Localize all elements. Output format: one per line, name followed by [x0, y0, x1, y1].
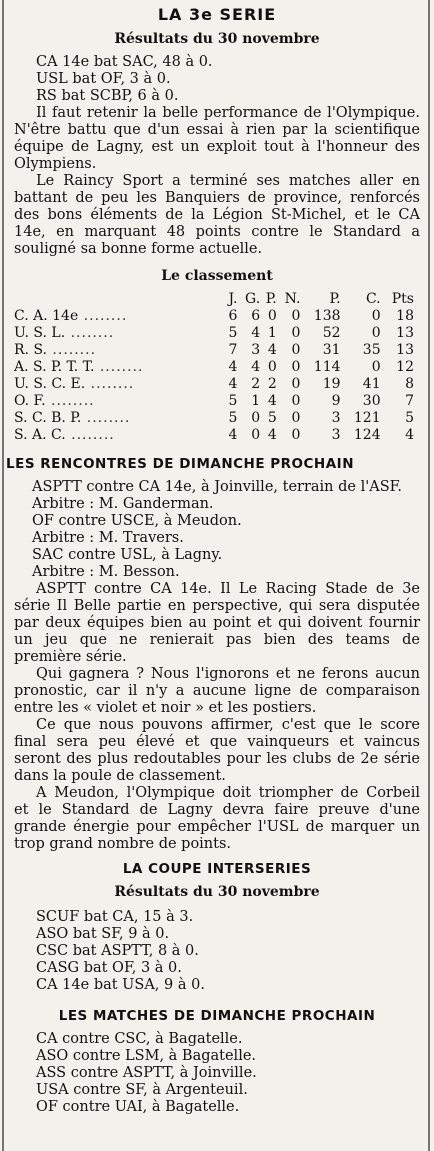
- stat-cell: 3: [331, 427, 341, 443]
- result-line: CA 14e bat SAC, 48 à 0.: [36, 54, 213, 70]
- result-line: USL bat OF, 3 à 0.: [36, 71, 171, 87]
- result-line: CSC bat ASPTT, 8 à 0.: [36, 943, 199, 959]
- classement-header-row: [14, 291, 414, 308]
- serie3-paragraph: Il faut retenir la belle performance de l'Olympique. N'être battu que d'un essai à rien par la scientifique équipe de Lagny, est un exploit tout à l'honneur des Olympiens.: [14, 105, 420, 172]
- team-name: U. S. L.: [14, 325, 66, 341]
- classement-table: [14, 291, 414, 444]
- stat-cell: 114: [313, 359, 341, 375]
- leader-dots: ........: [85, 376, 135, 392]
- stat-cell: 35: [362, 342, 381, 358]
- classement-row: [14, 342, 414, 359]
- stat-cell: 12: [396, 359, 414, 375]
- stat-cell: 13: [396, 342, 414, 358]
- stat-cell: 4: [228, 376, 238, 392]
- stat-cell: 0: [251, 427, 261, 443]
- result-line: CASG bat OF, 3 à 0.: [36, 960, 182, 976]
- arbitre-line: Arbitre : M. Ganderman.: [32, 496, 214, 512]
- stat-cell: 0: [291, 325, 301, 341]
- match-line: OF contre USCE, à Meudon.: [32, 513, 242, 529]
- serie3-results: [36, 54, 420, 105]
- col-header: Pts: [391, 291, 414, 307]
- classement-row: [14, 393, 414, 410]
- stat-cell: 5: [405, 410, 414, 426]
- leader-dots: ........: [65, 427, 115, 443]
- classement-row: [14, 427, 414, 444]
- classement-row: [14, 325, 414, 342]
- serie3-paragraph: Le Raincy Sport a terminé ses matches aller en battant de peu les Banquiers de province, renforcés des bons éléments de la Légion St-Michel, et le CA 14e, en marquant 48 points contre le Standard a souligné sa bonne forme actuelle.: [14, 173, 420, 257]
- stat-cell: 31: [322, 342, 341, 358]
- match-line: ASS contre ASPTT, à Joinville.: [36, 1065, 257, 1081]
- team-name: S. C. B. P.: [14, 410, 82, 426]
- rencontres-title: LES RENCONTRES DE DIMANCHE PROCHAIN: [6, 456, 354, 472]
- leader-dots: ........: [45, 393, 95, 409]
- leader-dots: ........: [65, 325, 115, 341]
- leader-dots: ........: [81, 410, 131, 426]
- classement-heading: Le classement: [161, 268, 273, 284]
- team-cell: [14, 376, 224, 393]
- stat-cell: 4: [267, 427, 277, 443]
- col-header: N.: [284, 291, 301, 307]
- team-name: U. S. C. E.: [14, 376, 86, 392]
- stat-cell: 41: [362, 376, 381, 392]
- match-line: ASO contre LSM, à Bagatelle.: [36, 1048, 257, 1064]
- col-header: G.: [245, 291, 261, 307]
- matches-title: LES MATCHES DE DIMANCHE PROCHAIN: [58, 1008, 376, 1024]
- classement-row: [14, 410, 414, 427]
- classement-row: [14, 308, 414, 325]
- match-line: ASPTT contre CA 14e, à Joinville, terrain de l'ASF.: [32, 479, 403, 495]
- stat-cell: 13: [396, 325, 414, 341]
- stat-cell: 0: [371, 308, 381, 324]
- coupe-results-heading: Résultats du 30 novembre: [114, 884, 320, 900]
- col-header: P.: [329, 291, 341, 307]
- stat-cell: 138: [313, 308, 341, 324]
- stat-cell: 5: [228, 393, 238, 409]
- match-line: CA contre CSC, à Bagatelle.: [36, 1031, 243, 1047]
- stat-cell: 121: [353, 410, 381, 426]
- arbitre-line: Arbitre : M. Travers.: [32, 530, 184, 546]
- rencontres-list: [32, 479, 420, 581]
- result-line: CA 14e bat USA, 9 à 0.: [36, 977, 205, 993]
- team-name: O. F.: [14, 393, 46, 409]
- article-column: [6, 4, 420, 1116]
- stat-cell: 4: [267, 393, 277, 409]
- stat-cell: 6: [251, 308, 261, 324]
- stat-cell: 4: [228, 359, 238, 375]
- col-header: C.: [365, 291, 381, 307]
- stat-cell: 0: [371, 359, 381, 375]
- stat-cell: 0: [291, 393, 301, 409]
- stat-cell: 2: [251, 376, 261, 392]
- stat-cell: 3: [251, 342, 261, 358]
- match-line: SAC contre USL, à Lagny.: [32, 547, 223, 563]
- rencontres-paragraph: ASPTT contre CA 14e. Il Le Racing Stade de 3e série Il Belle partie en perspective, qui sera disputée par deux équipes bien au point et qui doivent fournir un jeu que ne renierait pas bien des teams de première série.: [14, 581, 420, 665]
- team-cell: [14, 410, 224, 427]
- stat-cell: 5: [228, 410, 238, 426]
- result-line: ASO bat SF, 9 à 0.: [36, 926, 170, 942]
- team-cell: [14, 393, 224, 410]
- stat-cell: 6: [228, 308, 238, 324]
- classement-row: [14, 376, 414, 393]
- stat-cell: 4: [267, 342, 277, 358]
- stat-cell: 4: [405, 427, 414, 443]
- arbitre-line: Arbitre : M. Besson.: [32, 564, 180, 580]
- leader-dots: ........: [46, 342, 97, 358]
- match-line: USA contre SF, à Argenteuil.: [36, 1082, 248, 1098]
- stat-cell: 0: [291, 376, 301, 392]
- stat-cell: 2: [267, 376, 277, 392]
- stat-cell: 0: [291, 410, 301, 426]
- stat-cell: 5: [267, 410, 277, 426]
- col-header: P.: [265, 291, 277, 307]
- stat-cell: 1: [267, 325, 277, 341]
- stat-cell: 52: [322, 325, 341, 341]
- stat-cell: 124: [353, 427, 381, 443]
- classement-row: [14, 359, 414, 376]
- stat-cell: 4: [251, 359, 261, 375]
- stat-cell: 4: [228, 427, 238, 443]
- serie3-title: LA 3e SERIE: [157, 5, 277, 24]
- stat-cell: 5: [228, 325, 238, 341]
- stat-cell: 0: [291, 342, 301, 358]
- stat-cell: 0: [291, 359, 301, 375]
- column-rule-left: [2, 0, 4, 1151]
- col-header: J.: [228, 291, 238, 307]
- stat-cell: 0: [267, 308, 277, 324]
- stat-cell: 0: [251, 410, 261, 426]
- rencontres-paragraph: Qui gagnera ? Nous l'ignorons et ne ferons aucun pronostic, car il n'y a aucune ligne de comparaison entre les « violet et noir » et les postiers.: [14, 666, 420, 716]
- stat-cell: 0: [291, 427, 301, 443]
- coupe-results: [36, 909, 420, 994]
- stat-cell: 8: [405, 376, 414, 392]
- stat-cell: 7: [228, 342, 238, 358]
- leader-dots: ........: [78, 308, 128, 324]
- team-cell: [14, 342, 224, 359]
- leader-dots: ........: [94, 359, 144, 375]
- stat-cell: 30: [362, 393, 381, 409]
- result-line: SCUF bat CA, 15 à 3.: [36, 909, 194, 925]
- result-line: RS bat SCBP, 6 à 0.: [36, 88, 179, 104]
- team-cell: [14, 359, 224, 376]
- team-cell: [14, 308, 224, 325]
- stat-cell: 19: [322, 376, 341, 392]
- stat-cell: 0: [267, 359, 277, 375]
- stat-cell: 9: [331, 393, 341, 409]
- team-cell: [14, 427, 224, 444]
- stat-cell: 3: [331, 410, 341, 426]
- rencontres-paragraph: Ce que nous pouvons affirmer, c'est que le score final sera peu élevé et que vainqueurs et vaincus seront des plus redoutables pour les clubs de 2e série dans la poule de classement.: [14, 717, 420, 784]
- team-name: A. S. P. T. T.: [14, 359, 95, 375]
- stat-cell: 0: [291, 308, 301, 324]
- stat-cell: 0: [371, 325, 381, 341]
- stat-cell: 1: [251, 393, 261, 409]
- team-cell: [14, 325, 224, 342]
- stat-cell: 7: [405, 393, 414, 409]
- column-rule-right: [428, 0, 430, 1151]
- rencontres-paragraph: A Meudon, l'Olympique doit triompher de Corbeil et le Standard de Lagny devra faire preuve d'une grande énergie pour empêcher l'USL de marquer un trop grand nombre de points.: [14, 785, 420, 852]
- stat-cell: 4: [251, 325, 261, 341]
- coupe-title: LA COUPE INTERSERIES: [122, 861, 312, 877]
- team-name: R. S.: [14, 342, 47, 358]
- match-line: OF contre UAI, à Bagatelle.: [36, 1099, 240, 1115]
- matches-list: [36, 1031, 420, 1116]
- serie3-results-heading: Résultats du 30 novembre: [114, 31, 320, 47]
- team-name: C. A. 14e: [14, 308, 79, 324]
- stat-cell: 18: [396, 308, 414, 324]
- team-name: S. A. C.: [14, 427, 66, 443]
